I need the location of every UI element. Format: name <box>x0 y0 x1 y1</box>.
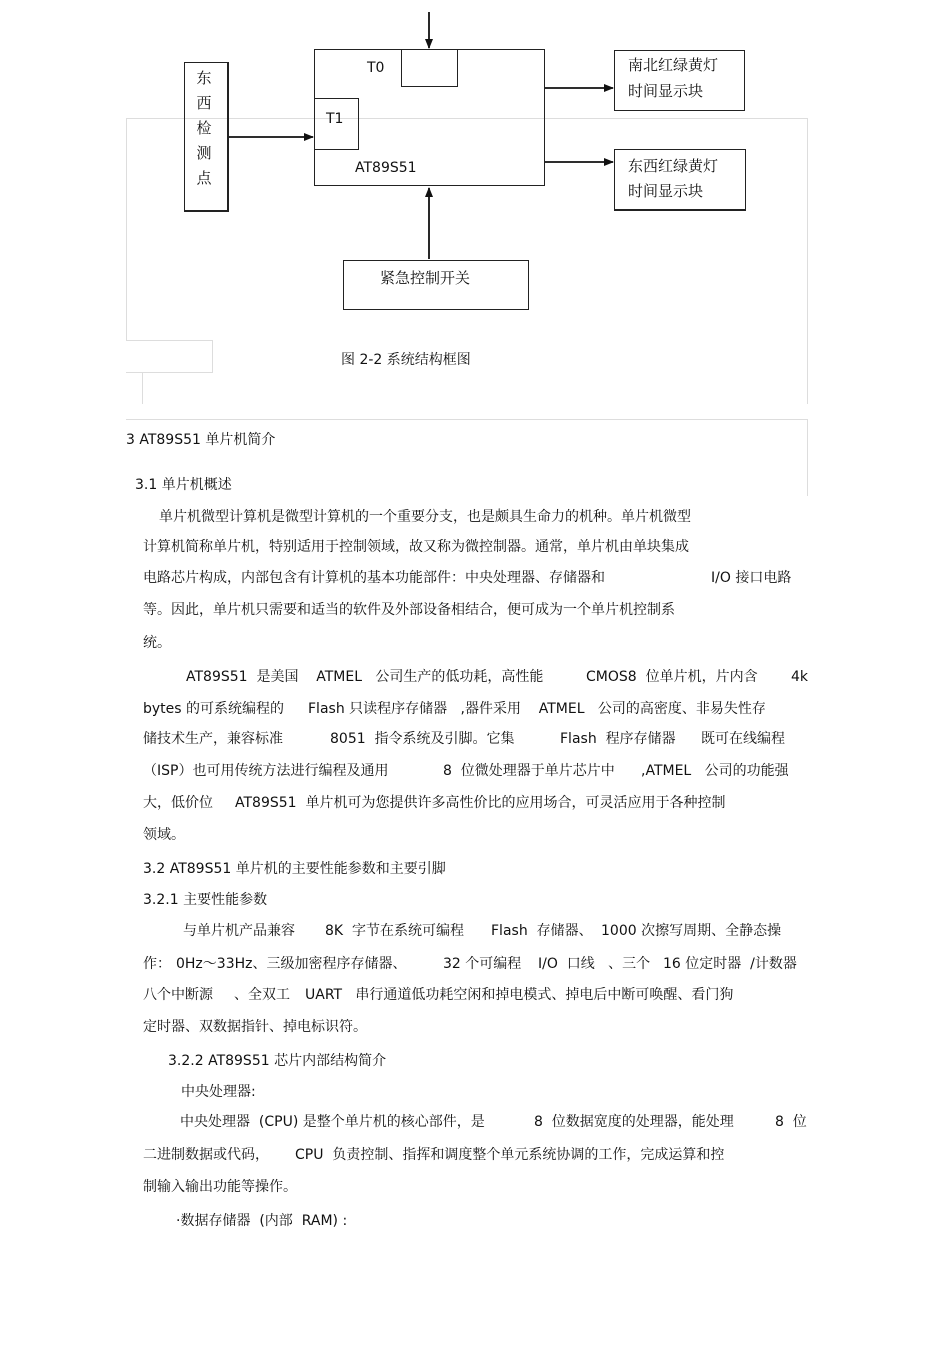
para-line: 中央处理器 (CPU) 是整个单片机的核心部件，是 <box>180 1114 485 1130</box>
para-line: 与单片机产品兼容 <box>183 923 295 939</box>
para-line: 8 位微处理器于单片芯片中 <box>443 763 615 779</box>
ns-display-line: 南北红绿黄灯 <box>628 56 719 74</box>
para-line: CMOS8 位单片机，片内含 <box>586 669 758 685</box>
para-line: 二进制数据或代码， <box>143 1147 269 1163</box>
para-line: 32 个可编程 <box>443 956 522 972</box>
para-line: 大，低价位 <box>143 795 213 811</box>
section-heading-3: 3 AT89S51 单片机简介 <box>126 432 276 448</box>
para-line: 制输入输出功能等操作。 <box>143 1179 297 1195</box>
para-line: 16 位定时器 /计数器 <box>663 956 797 972</box>
para-line: 0Hz～33Hz、三级加密程序存储器、 <box>176 956 407 972</box>
para-line: Flash 程序存储器 <box>560 731 676 747</box>
cpu-heading: 中央处理器: <box>181 1084 256 1100</box>
ew-detect-char: 西 <box>196 94 212 112</box>
para-line: 八个中断源 <box>143 987 213 1003</box>
para-line: I/O 接口电路 <box>711 570 792 586</box>
para-line: 电路芯片构成，内部包含有计算机的基本功能部件：中央处理器、存储器和 <box>143 570 605 586</box>
t0-label: T0 <box>367 60 385 76</box>
para-line: 统。 <box>143 635 171 651</box>
para-line: 4k <box>791 669 809 685</box>
para-line: 、全双工 <box>234 987 290 1003</box>
cpu-label: AT89S51 <box>355 160 417 176</box>
para-line: 计算机简称单片机，特别适用于控制领域，故又称为微控制器。通常，单片机由单块集成 <box>143 539 689 555</box>
para-line: AT89S51 是美国 ATMEL 公司生产的低功耗，高性能 <box>186 669 544 685</box>
para-line: I/O 口线 、三个 <box>538 956 651 972</box>
para-line: 储技术生产，兼容标准 <box>143 731 283 747</box>
para-line: ,ATMEL 公司的功能强 <box>641 763 789 779</box>
para-line: Flash 存储器、 <box>491 923 593 939</box>
para-line: AT89S51 单片机可为您提供许多高性价比的应用场合，可灵活应用于各种控制 <box>235 795 726 811</box>
data-memory-heading: ·数据存储器 (内部 RAM) : <box>176 1213 348 1229</box>
para-line: 单片机微型计算机是微型计算机的一个重要分支，也是颇具生命力的机种。单片机微型 <box>159 509 691 525</box>
ns-display-line: 时间显示块 <box>628 82 704 100</box>
section-heading-3-2-2: 3.2.2 AT89S51 芯片内部结构简介 <box>168 1053 387 1069</box>
para-line: bytes 的可系统编程的 <box>143 701 285 717</box>
para-line: 等。因此，单片机只需要和适当的软件及外部设备相结合，便可成为一个单片机控制系 <box>143 602 675 618</box>
ew-detect-char: 点 <box>196 169 212 187</box>
section-heading-3-2-1: 3.2.1 主要性能参数 <box>143 892 268 908</box>
ew-detect-char: 东 <box>196 69 212 87</box>
para-line: UART 串行通道低功耗空闲和掉电模式、掉电后中断可唤醒、看门狗 <box>305 987 734 1003</box>
ew-detect-char: 测 <box>196 144 212 162</box>
para-line: 8051 指令系统及引脚。它集 <box>330 731 515 747</box>
para-line: 8 位 <box>775 1114 807 1130</box>
emergency-switch-label: 紧急控制开关 <box>380 269 471 287</box>
frame-line <box>142 373 143 404</box>
ew-display-line: 时间显示块 <box>628 182 704 200</box>
para-line: 作： <box>143 956 171 972</box>
para-line: 既可在线编程 <box>701 731 785 747</box>
section-heading-3-1: 3.1 单片机概述 <box>135 477 232 493</box>
t0-subbox <box>401 49 458 87</box>
para-line: 8K 字节在系统可编程 <box>325 923 464 939</box>
t1-label: T1 <box>326 111 344 127</box>
para-line: 8 位数据宽度的处理器，能处理 <box>534 1114 734 1130</box>
para-line: 1000 次擦写周期、全静态操 <box>601 923 782 939</box>
para-line: Flash 只读程序存储器 ,器件采用 ATMEL 公司的高密度、非易失性存 <box>308 701 766 717</box>
section-heading-3-2: 3.2 AT89S51 单片机的主要性能参数和主要引脚 <box>143 861 446 877</box>
frame-line <box>126 340 213 373</box>
ew-display-line: 东西红绿黄灯 <box>628 157 719 175</box>
figure-caption: 图 2-2 系统结构框图 <box>341 352 471 368</box>
para-line: CPU 负责控制、指挥和调度整个单元系统协调的工作，完成运算和控 <box>295 1147 725 1163</box>
para-line: 领域。 <box>143 827 185 843</box>
ew-detect-char: 检 <box>196 119 212 137</box>
para-line: 定时器、双数据指针、掉电标识符。 <box>143 1019 367 1035</box>
para-line: （ISP）也可用传统方法进行编程及通用 <box>143 763 389 779</box>
